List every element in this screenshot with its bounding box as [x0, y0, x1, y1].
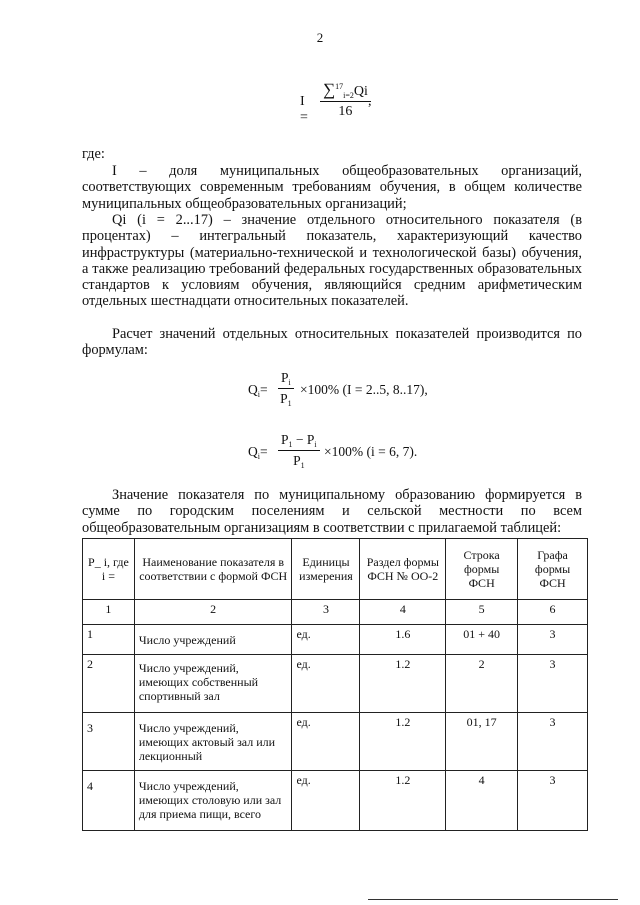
f2-den-sub: 1 — [287, 399, 292, 408]
formula-qi-ratio — [248, 370, 508, 410]
f2-rhs: ×100% (I = 2..5, 8..17), — [300, 382, 428, 397]
f3-num-a: P — [281, 432, 289, 447]
row-name: Число учреждений, имеющих актовый зал или лекционный — [134, 713, 292, 771]
page-number: 2 — [316, 30, 324, 45]
f2-lhs: Q — [248, 382, 258, 397]
f3-rhs: ×100% (i = 6, 7). — [324, 444, 418, 459]
row-unit: ед. — [292, 771, 360, 831]
row-name: Число учреждений — [134, 625, 292, 655]
calc-intro: Расчет значений отдельных относительных показателей производится по формулам: — [82, 326, 582, 359]
sum-symbol: ∑ — [323, 80, 336, 99]
row-index: 2 — [83, 655, 135, 713]
column-number-row — [83, 600, 588, 625]
row-name: Число учреждений, имеющих столовую или зал для приема пищи, всего — [134, 771, 292, 831]
table-intro: Значение показателя по муниципальному образованию формируется в сумме по городским поселениям и сельской местности по всем общеобразовательным организациям в соответствии с прилагаемой таблицей: — [82, 487, 582, 536]
table-row — [83, 713, 588, 771]
footer-rule — [368, 899, 618, 900]
row-column: 3 — [518, 713, 588, 771]
f3-den: P — [293, 453, 301, 468]
f3-eq: = — [259, 444, 268, 459]
row-index: 1 — [83, 625, 135, 655]
row-section: 1.2 — [360, 771, 446, 831]
row-line: 01 + 40 — [446, 625, 518, 655]
definition-qi: Qi (i = 2...17) – значение отдельного относительного показателя (в процентах) – интегральный показатель, характеризующий качество инфраструктуры (материально-технической и технологической базы) обучения, а также реализацию требований федеральных государственных образовательных стандартов к условиям обучения, являющийся средним арифметическим отдельных шестнадцати относительных показателей. — [82, 212, 582, 310]
f2-den: P — [280, 391, 288, 406]
row-column: 3 — [518, 625, 588, 655]
f2-fraction — [278, 370, 294, 408]
formula-qi-difference — [248, 432, 448, 472]
header-unit: Единицы измерения — [292, 539, 360, 600]
row-section: 1.2 — [360, 655, 446, 713]
col-number: 4 — [360, 600, 446, 625]
sum-upper: 17 — [335, 82, 344, 91]
header-name: Наименование показателя в соответствии с формой ФСН — [134, 539, 292, 600]
f3-num-b: P — [306, 432, 315, 447]
row-name: Число учреждений, имеющих собственный спортивный зал — [134, 655, 292, 713]
table-row — [83, 655, 588, 713]
f3-num-minus: − — [292, 432, 307, 447]
f2-num: P — [281, 370, 289, 385]
col-number: 5 — [446, 600, 518, 625]
header-section: Раздел формы ФСН № ОО-2 — [360, 539, 446, 600]
col-number: 6 — [518, 600, 588, 625]
f2-lhs-sub: i — [257, 390, 260, 399]
row-index: 3 — [83, 713, 135, 771]
row-line: 01, 17 — [446, 713, 518, 771]
row-line: 4 — [446, 771, 518, 831]
definition-i: I – доля муниципальных общеобразовательных организаций, соответствующих современным требованиям обучения, в общем количестве муниципальных общеобразовательных организаций; — [82, 163, 582, 212]
formula-fraction — [320, 80, 371, 120]
row-column: 3 — [518, 771, 588, 831]
formula-denominator: 16 — [338, 104, 353, 119]
f3-den-sub: 1 — [300, 461, 305, 470]
row-section: 1.6 — [360, 625, 446, 655]
row-unit: ед. — [292, 655, 360, 713]
sum-lower: i=2 — [343, 91, 354, 100]
row-column: 3 — [518, 655, 588, 713]
f3-num-a-sub: 1 — [288, 440, 293, 449]
f3-fraction — [278, 432, 320, 470]
col-number: 1 — [83, 600, 135, 625]
row-index: 4 — [83, 771, 135, 831]
table-row — [83, 625, 588, 655]
f3-lhs-sub: i — [257, 452, 260, 461]
formula-numerator — [320, 80, 371, 102]
header-line: Строка формы ФСН — [446, 539, 518, 600]
row-line: 2 — [446, 655, 518, 713]
where-label: где: — [82, 146, 105, 162]
f2-num-sub: i — [288, 378, 291, 387]
col-number: 3 — [292, 600, 360, 625]
header-column: Графа формы ФСН — [518, 539, 588, 600]
table-row — [83, 771, 588, 831]
indicator-table — [82, 538, 588, 831]
formula-tail: , — [368, 94, 372, 109]
formula-lhs: I = — [300, 94, 308, 125]
f3-num-b-sub: i — [314, 440, 317, 449]
row-unit: ед. — [292, 625, 360, 655]
f3-lhs: Q — [248, 444, 258, 459]
table-header-row — [83, 539, 588, 600]
col-number: 2 — [134, 600, 292, 625]
header-index: P_ i, где i = — [83, 539, 135, 600]
f2-eq: = — [259, 382, 268, 397]
row-unit: ед. — [292, 713, 360, 771]
numerator-var: Qi — [353, 84, 368, 99]
row-section: 1.2 — [360, 713, 446, 771]
